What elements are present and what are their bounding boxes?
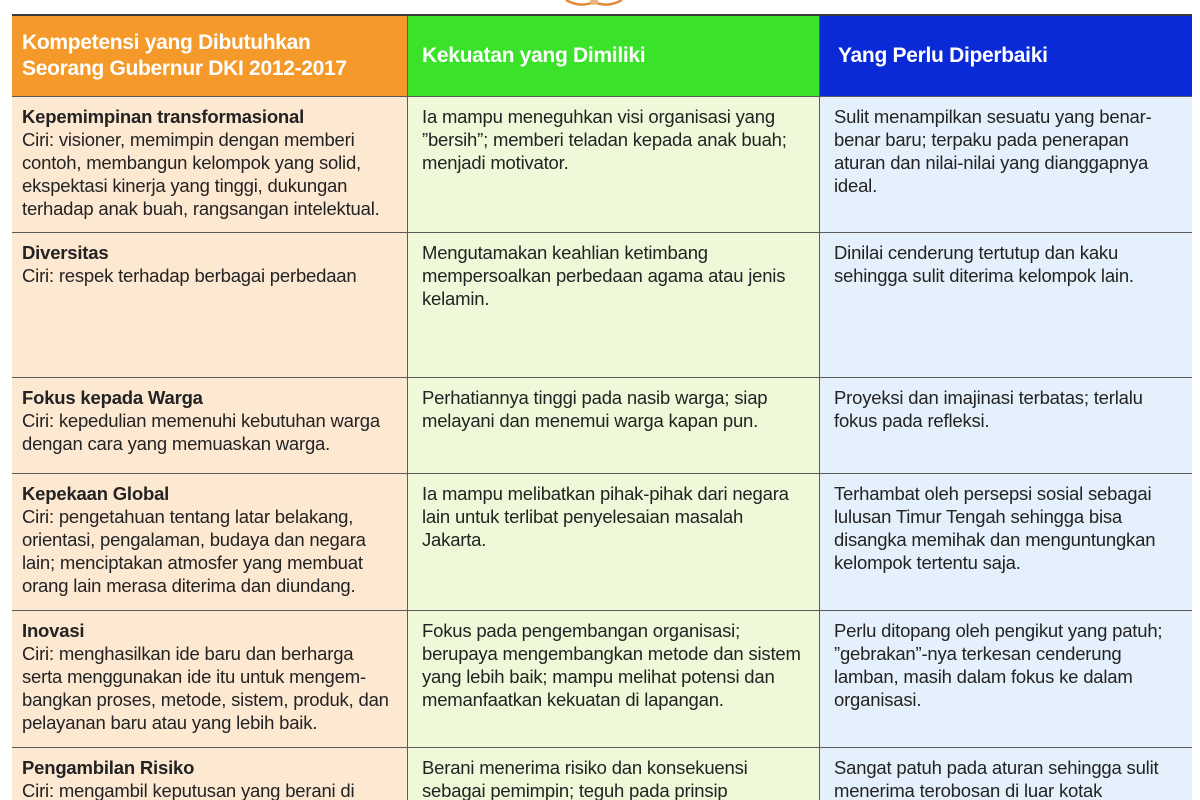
competency-title: Diversitas (22, 242, 109, 263)
improvement-cell: Proyeksi dan imajinasi terbatas; terlalu fokus pada refleksi. (820, 378, 1192, 473)
improvement-cell: Perlu ditopang oleh pengikut yang patuh; ”gebrakan”-nya terkesan cenderung lamban, masih dalam fokus ke dalam organisasi. (820, 611, 1192, 747)
competency-cell (12, 378, 408, 473)
improvement-cell: Sulit menampilkan sesuatu yang benar-benar baru; terpaku pada penerapan aturan dan nilai-nilai yang dianggapnya ideal. (820, 97, 1192, 232)
improvement-cell: Terhambat oleh persepsi sosial sebagai lulusan Timur Tengah sehingga bisa disangka memihak dan menguntungkan kelompok tertentu saja. (820, 474, 1192, 610)
strength-cell: Mengutamakan keahlian ketimbang mempersoalkan perbedaan agama atau jenis kelamin. (408, 233, 820, 377)
header-perbaikan: Yang Perlu Diperbaiki (820, 16, 1192, 96)
competency-cell (12, 611, 408, 747)
table-row (12, 378, 1192, 474)
competency-ciri: Ciri: respek terhadap berbagai perbedaan (22, 265, 357, 286)
competency-cell (12, 233, 408, 377)
competency-ciri: Ciri: kepedulian memenuhi kebutuhan warga dengan cara yang memuaskan warga. (22, 410, 380, 454)
competency-ciri: Ciri: mengambil keputusan yang berani di (22, 780, 355, 800)
table-row (12, 748, 1192, 800)
competency-cell (12, 97, 408, 232)
improvement-cell: Dinilai cenderung tertutup dan kaku sehingga sulit diterima kelompok lain. (820, 233, 1192, 377)
table-row (12, 97, 1192, 233)
strength-cell: Berani menerima risiko dan konsekuensi sebagai pemimpin; teguh pada prinsip (408, 748, 820, 800)
competency-title: Pengambilan Risiko (22, 757, 195, 778)
competency-table (12, 14, 1192, 800)
competency-cell (12, 474, 408, 610)
strength-cell: Ia mampu meneguhkan visi organisasi yang ”bersih”; memberi teladan kepada anak buah; menjadi motivator. (408, 97, 820, 232)
competency-title: Fokus kepada Warga (22, 387, 203, 408)
table-header (12, 16, 1192, 97)
table-row (12, 233, 1192, 378)
improvement-cell: Sangat patuh pada aturan sehingga sulit menerima terobosan di luar kotak (820, 748, 1192, 800)
strength-cell: Ia mampu melibatkan pihak-pihak dari negara lain untuk terlibat penyelesaian masalah Jakarta. (408, 474, 820, 610)
table-row (12, 611, 1192, 748)
competency-cell (12, 748, 408, 800)
header-kekuatan: Kekuatan yang Dimiliki (408, 16, 820, 96)
competency-title: Inovasi (22, 620, 85, 641)
strength-cell: Perhatiannya tinggi pada nasib warga; siap melayani dan menemui warga kapan pun. (408, 378, 820, 473)
competency-ciri: Ciri: menghasilkan ide baru dan berharga serta menggunakan ide itu untuk mengem-bangkan proses, metode, sistem, produk, dan pelayanan baru atau yang lebih baik. (22, 643, 389, 733)
competency-ciri: Ciri: visioner, memimpin dengan memberi contoh, membangun kelompok yang solid, ekspektasi kinerja yang tinggi, dukungan terhadap anak buah, rangsangan intelektual. (22, 129, 380, 219)
competency-title: Kepekaan Global (22, 483, 170, 504)
table-row (12, 474, 1192, 611)
strength-cell: Fokus pada pengembangan organisasi; berupaya mengembangkan metode dan sistem yang lebih baik; mampu melihat potensi dan memanfaatkan kekuatan di lapangan. (408, 611, 820, 747)
competency-title: Kepemimpinan transformasional (22, 106, 305, 127)
top-logo-fragment (560, 0, 630, 6)
competency-ciri: Ciri: pengetahuan tentang latar belakang, orientasi, pengalaman, budaya dan negara lain; menciptakan atmosfer yang membuat orang lain merasa diterima dan diundang. (22, 506, 366, 596)
header-kompetensi: Kompetensi yang Dibutuhkan Seorang Gubernur DKI 2012-2017 (12, 16, 408, 96)
